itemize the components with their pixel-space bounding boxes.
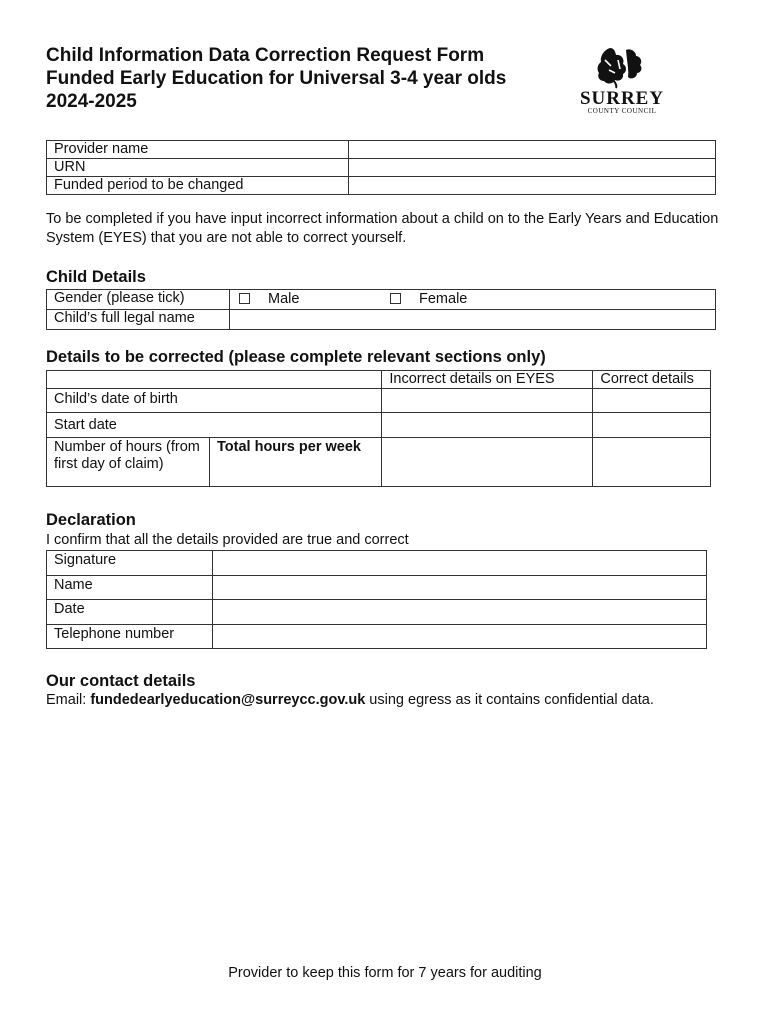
email-prefix: Email: bbox=[46, 692, 91, 708]
email-link[interactable]: fundedearlyeducation@surreycc.gov.uk bbox=[90, 692, 366, 708]
signature-label: Signature bbox=[47, 551, 213, 576]
hours-correct-field[interactable] bbox=[593, 438, 711, 487]
title-line-3: 2024-2025 bbox=[46, 91, 137, 112]
table-row bbox=[47, 290, 716, 310]
telephone-label: Telephone number bbox=[47, 624, 213, 649]
date-field[interactable] bbox=[213, 600, 707, 625]
provider-table bbox=[46, 140, 716, 195]
child-name-label: Child’s full legal name bbox=[47, 310, 230, 330]
declaration-heading: Declaration bbox=[46, 511, 136, 529]
table-row bbox=[47, 413, 711, 438]
declaration-table bbox=[46, 550, 707, 649]
form-title bbox=[46, 44, 506, 113]
contact-details bbox=[46, 692, 654, 708]
female-label: Female bbox=[419, 291, 468, 307]
declaration-confirm-text: I confirm that all the details provided are true and correct bbox=[46, 532, 409, 548]
table-row bbox=[47, 371, 711, 389]
table-row bbox=[47, 551, 707, 576]
total-hours-label: Total hours per week bbox=[210, 438, 382, 487]
dob-label: Child’s date of birth bbox=[47, 389, 382, 413]
urn-field[interactable] bbox=[349, 159, 716, 177]
surrey-oak-leaf-icon bbox=[574, 42, 670, 116]
dob-correct-field[interactable] bbox=[593, 389, 711, 413]
gender-label: Gender (please tick) bbox=[47, 290, 230, 310]
date-label: Date bbox=[47, 600, 213, 625]
signature-field[interactable] bbox=[213, 551, 707, 576]
dob-incorrect-field[interactable] bbox=[382, 389, 593, 413]
title-line-2: Funded Early Education for Universal 3-4 year olds bbox=[46, 68, 507, 89]
provider-name-field[interactable] bbox=[349, 141, 716, 159]
table-row bbox=[47, 141, 716, 159]
table-row bbox=[47, 575, 707, 600]
logo-name: SURREY bbox=[579, 88, 665, 109]
name-label: Name bbox=[47, 575, 213, 600]
provider-name-label: Provider name bbox=[47, 141, 349, 159]
female-option[interactable] bbox=[390, 291, 467, 308]
male-label: Male bbox=[268, 291, 300, 307]
child-details-table bbox=[46, 289, 716, 330]
female-checkbox[interactable] bbox=[390, 293, 401, 304]
table-row bbox=[47, 159, 716, 177]
header-blank-cell bbox=[47, 371, 382, 389]
hours-label: Number of hours (from first day of claim) bbox=[47, 438, 210, 487]
start-correct-field[interactable] bbox=[593, 413, 711, 438]
table-row bbox=[47, 310, 716, 330]
start-date-label: Start date bbox=[47, 413, 382, 438]
name-field[interactable] bbox=[213, 575, 707, 600]
footer-note: Provider to keep this form for 7 years for auditing bbox=[228, 965, 542, 981]
email-suffix: using egress as it contains confidential data. bbox=[365, 692, 654, 708]
funded-period-label: Funded period to be changed bbox=[47, 177, 349, 195]
incorrect-col-header: Incorrect details on EYES bbox=[382, 371, 593, 389]
child-name-field[interactable] bbox=[230, 310, 716, 330]
surrey-logo bbox=[574, 42, 670, 116]
corrections-table bbox=[46, 370, 711, 487]
table-row bbox=[47, 389, 711, 413]
funded-period-field[interactable] bbox=[349, 177, 716, 195]
hours-incorrect-field[interactable] bbox=[382, 438, 593, 487]
male-option[interactable] bbox=[239, 291, 299, 308]
contact-heading: Our contact details bbox=[46, 672, 196, 690]
title-line-1: Child Information Data Correction Request Form bbox=[46, 45, 485, 66]
child-details-heading: Child Details bbox=[46, 268, 146, 286]
urn-label: URN bbox=[47, 159, 349, 177]
corrections-heading: Details to be corrected (please complete relevant sections only) bbox=[46, 348, 546, 366]
gender-options bbox=[230, 290, 716, 310]
male-checkbox[interactable] bbox=[239, 293, 250, 304]
intro-text: To be completed if you have input incorrect information about a child on to the Early Years and Education System (EYES) that you are not able to correct yourself. bbox=[46, 211, 719, 246]
table-row bbox=[47, 624, 707, 649]
table-row bbox=[47, 600, 707, 625]
table-row bbox=[47, 177, 716, 195]
start-incorrect-field[interactable] bbox=[382, 413, 593, 438]
correct-col-header: Correct details bbox=[593, 371, 711, 389]
table-row bbox=[47, 438, 711, 487]
logo-sub: COUNTY COUNCIL bbox=[587, 107, 657, 115]
telephone-field[interactable] bbox=[213, 624, 707, 649]
